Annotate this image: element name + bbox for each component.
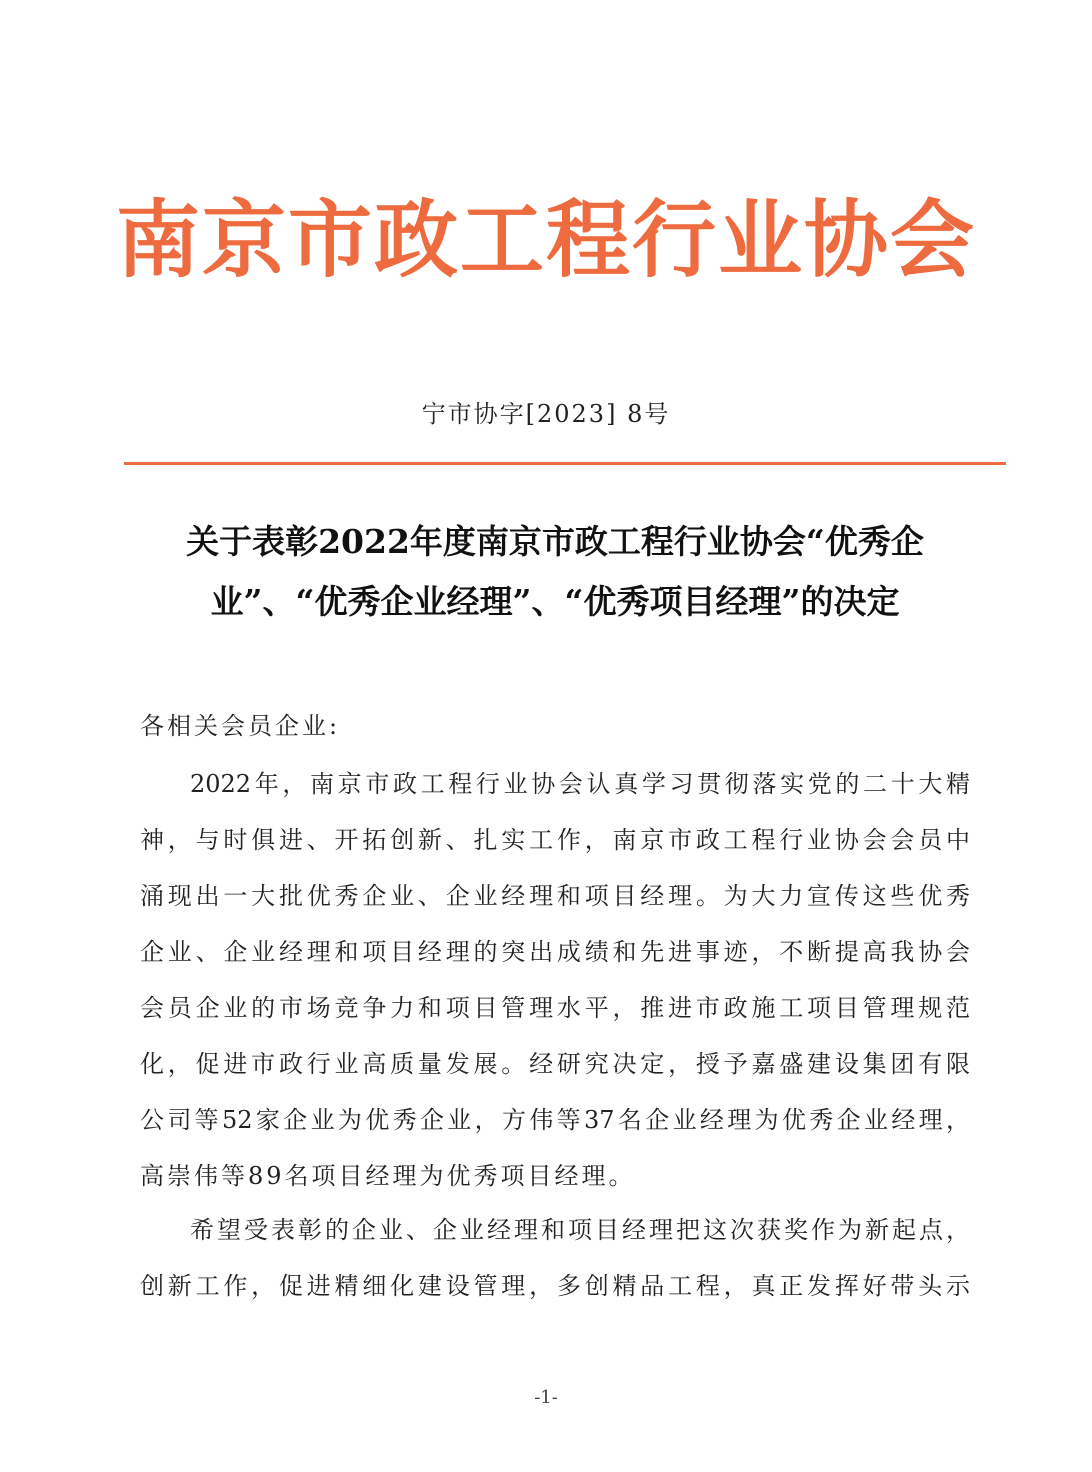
paragraph-line: 会员企业的市场竞争力和项目管理水平，推进市政施工项目管理规范 bbox=[140, 994, 970, 1022]
document-number: 宁市协字[2023] 8号 bbox=[421, 400, 671, 428]
paragraph-line: 涌现出一大批优秀企业、企业经理和项目经理。为大力宣传这些优秀 bbox=[140, 882, 970, 910]
paragraph-line: 高崇伟等89名项目经理为优秀项目经理。 bbox=[140, 1162, 636, 1190]
masthead-divider bbox=[124, 462, 1006, 465]
page-number: -1- bbox=[534, 1387, 558, 1408]
paragraph-line: 2022年，南京市政工程行业协会认真学习贯彻落实党的二十大精 bbox=[190, 770, 970, 798]
paragraph-line: 神，与时俱进、开拓创新、扎实工作，南京市政工程行业协会会员中 bbox=[140, 826, 970, 854]
masthead-organization-name: 南京市政工程行业协会 bbox=[115, 190, 976, 289]
paragraph-line: 创新工作，促进精细化建设管理，多创精品工程，真正发挥好带头示 bbox=[140, 1272, 970, 1300]
paragraph-line: 企业、企业经理和项目经理的突出成绩和先进事迹，不断提高我协会 bbox=[140, 938, 970, 966]
paragraph-line: 公司等52家企业为优秀企业，方伟等37名企业经理为优秀企业经理， bbox=[140, 1106, 970, 1134]
paragraph-line: 希望受表彰的企业、企业经理和项目经理把这次获奖作为新起点， bbox=[190, 1216, 970, 1244]
document-title bbox=[140, 512, 970, 632]
body-paragraph bbox=[140, 1202, 970, 1314]
salutation: 各相关会员企业: bbox=[140, 712, 341, 740]
paragraph-line: 化，促进市政行业高质量发展。经研究决定，授予嘉盛建设集团有限 bbox=[140, 1050, 970, 1078]
body-paragraph bbox=[140, 756, 970, 1204]
title-line: 关于表彰2022年度南京市政工程行业协会“优秀企 bbox=[186, 522, 924, 561]
title-line: 业”、“优秀企业经理”、“优秀项目经理”的决定 bbox=[210, 582, 900, 621]
